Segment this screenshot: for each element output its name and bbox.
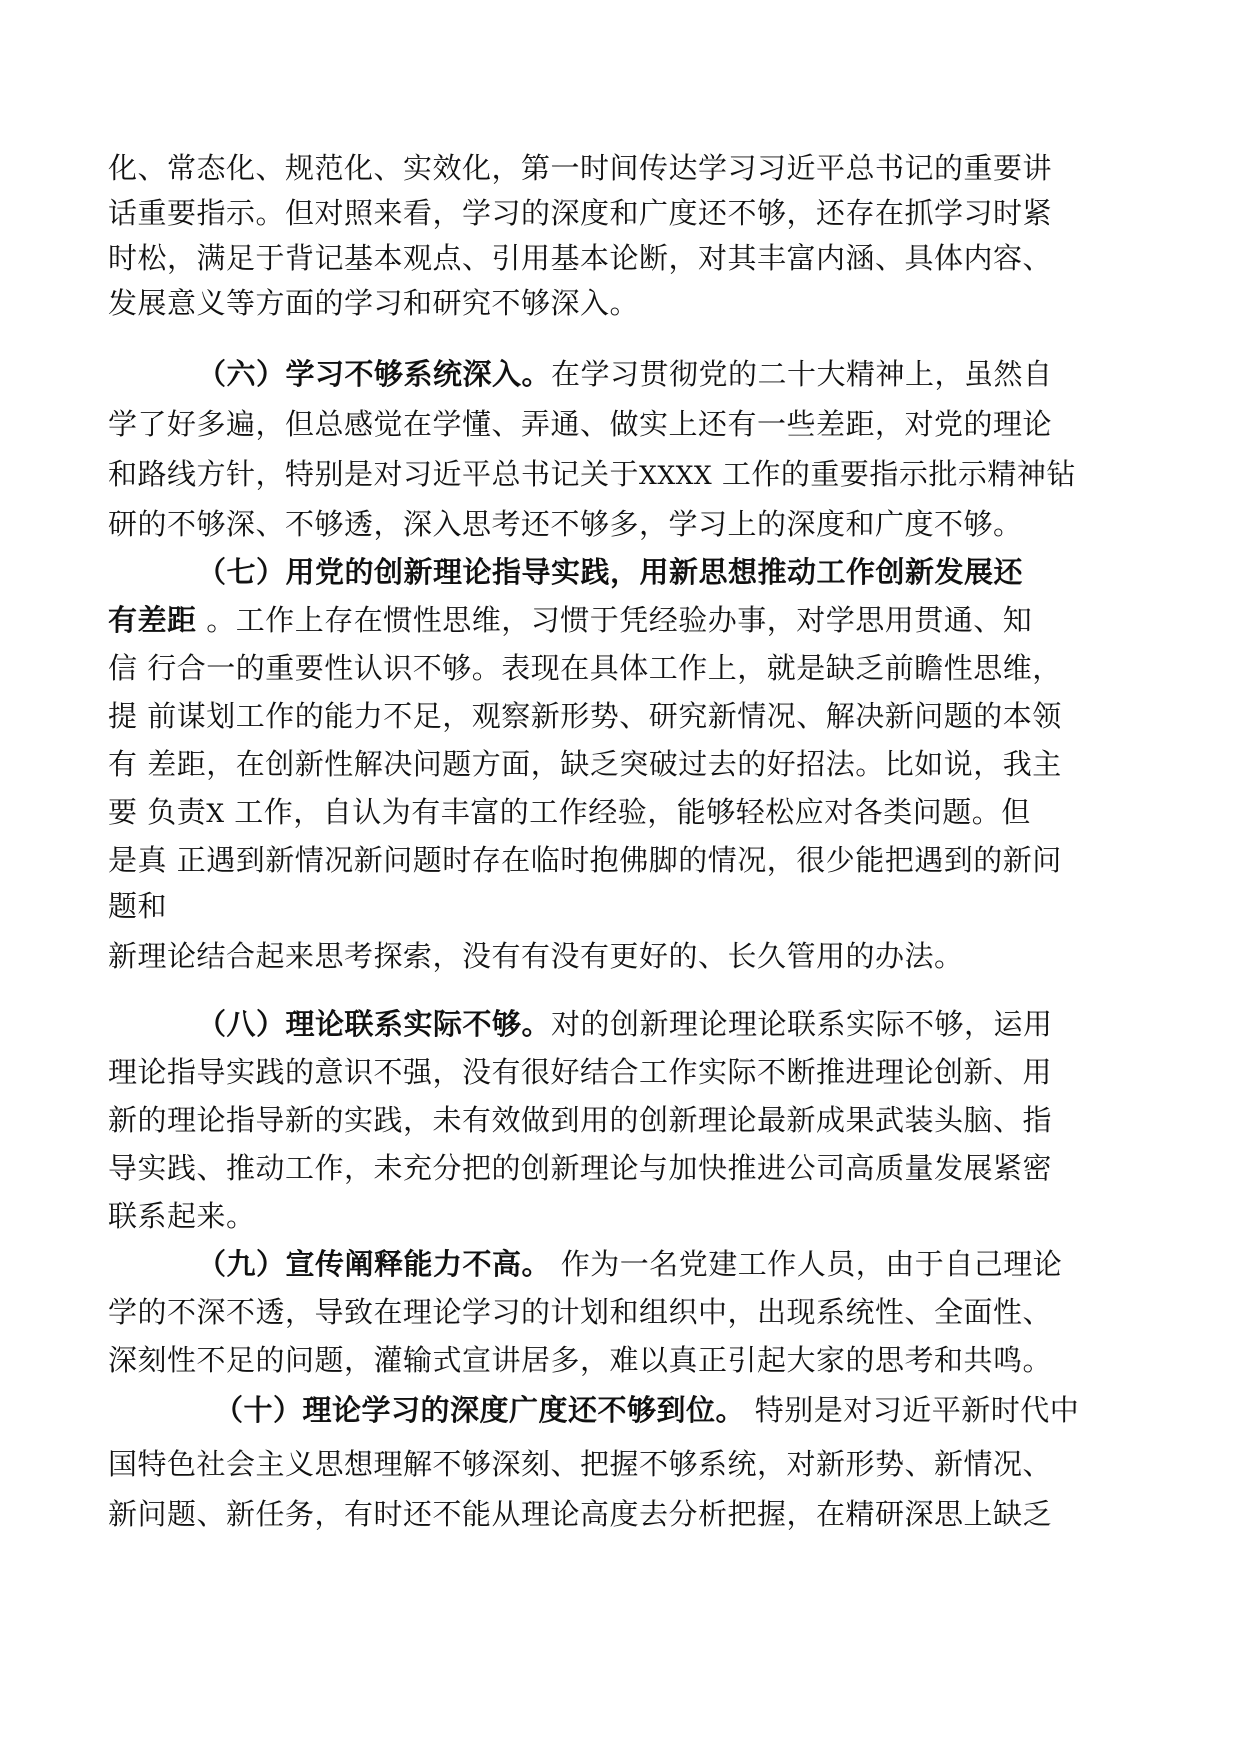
text-span: 特别是对习近平新时代中 xyxy=(745,1393,1080,1427)
section-heading: （十）理论学习的深度广度还不够到位。 xyxy=(214,1393,746,1427)
section-heading-tail: 有差距 xyxy=(108,603,197,637)
paragraph-line xyxy=(108,600,1032,640)
text-line: 话重要指示。但对照来看，学习的深度和广度还不够，还存在抓学习时紧 xyxy=(108,196,1053,230)
text-line: 化、常态化、规范化、实效化，第一时间传达学习习近平总书记的重要讲 xyxy=(108,151,1053,185)
paragraph-line xyxy=(197,1244,1062,1284)
section-heading: （九）宣传阐释能力不高。 xyxy=(197,1247,552,1281)
paragraph-line xyxy=(108,792,1031,834)
text-line: 研的不够深、不够透，深入思考还不够多，学习上的深度和广度不够。 xyxy=(108,507,1023,541)
placeholder-code: X xyxy=(206,799,225,828)
text-line: 国特色社会主义思想理解不够深刻、把握不够系统，对新形势、新情况、 xyxy=(108,1447,1053,1481)
paragraph-line xyxy=(197,354,1053,394)
paragraph-line xyxy=(197,1004,1053,1044)
text-line: 时松，满足于背记基本观点、引用基本论断，对其丰富内涵、具体内容、 xyxy=(108,241,1053,275)
text-line: 学了好多遍，但总感觉在学懂、弄通、做实上还有一些差距，对党的理论 xyxy=(108,407,1053,441)
text-line: 提 前谋划工作的能力不足，观察新形势、研究新情况、解决新问题的本领 xyxy=(108,699,1062,733)
text-span: 。工作上存在惯性思维，习惯于凭经验办事，对学思用贯通、知 xyxy=(196,603,1033,637)
placeholder-code: XXXX xyxy=(639,461,713,490)
text-line: 题和 xyxy=(108,889,168,923)
section-heading: （七）用党的创新理论指导实践，用新思想推动工作创新发展还 xyxy=(197,555,1024,589)
text-line: 新理论结合起来思考探索，没有有没有更好的、长久管用的办法。 xyxy=(108,939,964,973)
text-line: 新问题、新任务，有时还不能从理论高度去分析把握，在精研深思上缺乏 xyxy=(108,1497,1053,1531)
text-span: 工作的重要指示批示精神钻 xyxy=(712,457,1076,491)
text-line: 有 差距，在创新性解决问题方面，缺乏突破过去的好招法。比如说，我主 xyxy=(108,747,1062,781)
text-line: 信 行合一的重要性认识不够。表现在具体工作上，就是缺乏前瞻性思维， xyxy=(108,651,1062,685)
text-span: 在学习贯彻党的二十大精神上，虽然自 xyxy=(551,357,1053,391)
text-span: 对的创新理论理论联系实际不够，运用 xyxy=(551,1007,1053,1041)
text-span: 作为一名党建工作人员，由于自己理论 xyxy=(551,1247,1063,1281)
text-span: 工作，自认为有丰富的工作经验，能够轻松应对各类问题。但 xyxy=(224,795,1031,829)
text-line: 导实践、推动工作，未充分把的创新理论与加快推进公司高质量发展紧密 xyxy=(108,1151,1053,1185)
text-line: 学的不深不透，导致在理论学习的计划和组织中，出现系统性、全面性、 xyxy=(108,1295,1053,1329)
text-line: 新的理论指导新的实践，未有效做到用的创新理论最新成果武装头脑、指 xyxy=(108,1103,1053,1137)
paragraph-line xyxy=(108,454,1076,496)
paragraph-line xyxy=(214,1390,1079,1430)
text-line: 理论指导实践的意识不强，没有很好结合工作实际不断推进理论创新、用 xyxy=(108,1055,1053,1089)
text-line: 发展意义等方面的学习和研究不够深入。 xyxy=(108,286,640,320)
text-line: 深刻性不足的问题，灌输式宣讲居多，难以真正引起大家的思考和共鸣。 xyxy=(108,1343,1053,1377)
text-span: 和路线方针，特别是对习近平总书记关于 xyxy=(108,457,640,491)
section-heading: （八）理论联系实际不够。 xyxy=(197,1007,552,1041)
section-heading: （六）学习不够系统深入。 xyxy=(197,357,552,391)
text-line: 联系起来。 xyxy=(108,1199,256,1233)
text-span: 要 负责 xyxy=(108,795,207,829)
text-line: 是真 正遇到新情况新问题时存在临时抱佛脚的情况，很少能把遇到的新问 xyxy=(108,843,1062,877)
